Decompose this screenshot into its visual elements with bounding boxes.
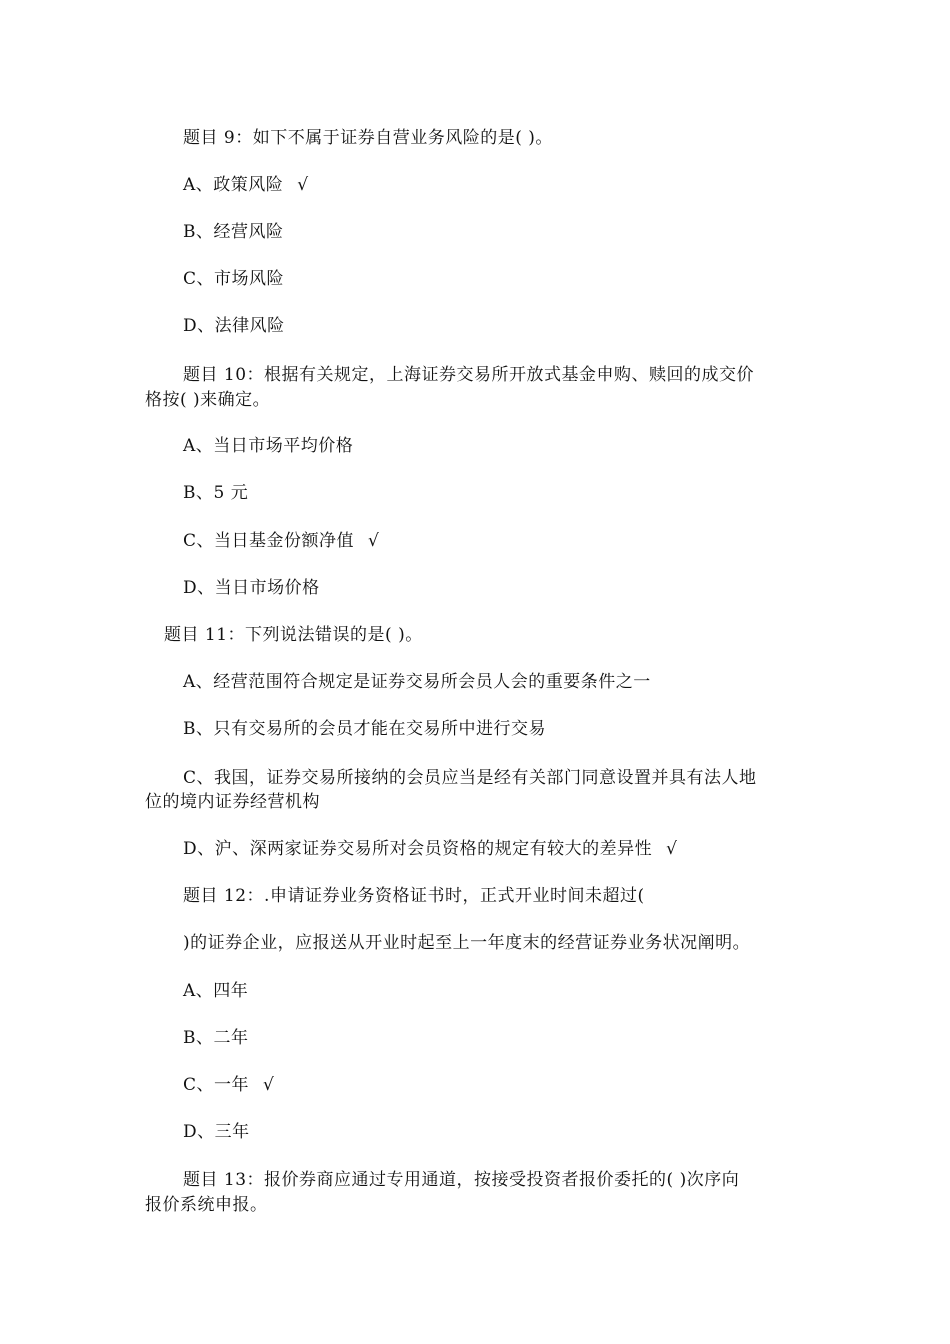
correct-check-mark: √: [666, 839, 678, 859]
question-12-option-c: [183, 1072, 274, 1098]
question-13-stem-line-2: 报价系统申报。: [145, 1195, 268, 1215]
question-9-option-b: B、经营风险: [183, 222, 284, 242]
question-11-option-b: B、只有交易所的会员才能在交易所中进行交易: [183, 719, 546, 739]
question-9-option-a: [183, 172, 309, 198]
question-10-option-a: A、当日市场平均价格: [183, 436, 354, 456]
question-10-option-b: B、5 元: [183, 483, 249, 503]
question-11-option-c-line-1: C、我国，证券交易所接纳的会员应当是经有关部门同意设置并具有法人地: [183, 768, 757, 788]
question-11-option-a: A、经营范围符合规定是证券交易所会员人会的重要条件之一: [183, 672, 651, 692]
option-text: C、当日基金份额净值: [183, 531, 355, 551]
question-12-stem-line-1: 题目 12：.申请证券业务资格证书时，正式开业时间未超过(: [183, 886, 645, 906]
question-10-stem-line-2: 格按( )来确定。: [145, 390, 271, 410]
question-10-option-d: D、当日市场价格: [183, 578, 320, 598]
question-11-option-c-line-2: 位的境内证券经营机构: [145, 792, 320, 812]
question-12-option-b: B、二年: [183, 1028, 249, 1048]
correct-check-mark: √: [368, 531, 380, 551]
option-text: D、沪、深两家证券交易所对会员资格的规定有较大的差异性: [183, 839, 653, 859]
option-text: A、政策风险: [183, 175, 284, 195]
question-9-option-c: C、市场风险: [183, 269, 285, 289]
question-12-stem-line-2: )的证券企业，应报送从开业时起至上一年度末的经营证券业务状况阐明。: [183, 933, 751, 953]
question-11-option-d: [183, 836, 677, 862]
correct-check-mark: √: [263, 1075, 275, 1095]
question-9-stem: 题目 9：如下不属于证券自营业务风险的是( )。: [183, 128, 553, 148]
question-10-stem-line-1: 题目 10：根据有关规定，上海证券交易所开放式基金申购、赎回的成交价: [183, 365, 755, 385]
question-13-stem-line-1: 题目 13：报价券商应通过专用通道，按接受投资者报价委托的( )次序向: [183, 1170, 740, 1190]
correct-check-mark: √: [297, 175, 309, 195]
option-text: C、一年: [183, 1075, 250, 1095]
question-12-option-a: A、四年: [183, 981, 249, 1001]
question-9-option-d: D、法律风险: [183, 316, 285, 336]
question-10-option-c: [183, 528, 379, 554]
question-12-option-d: D、三年: [183, 1122, 250, 1142]
question-11-stem: 题目 11：下列说法错误的是( )。: [164, 625, 423, 645]
